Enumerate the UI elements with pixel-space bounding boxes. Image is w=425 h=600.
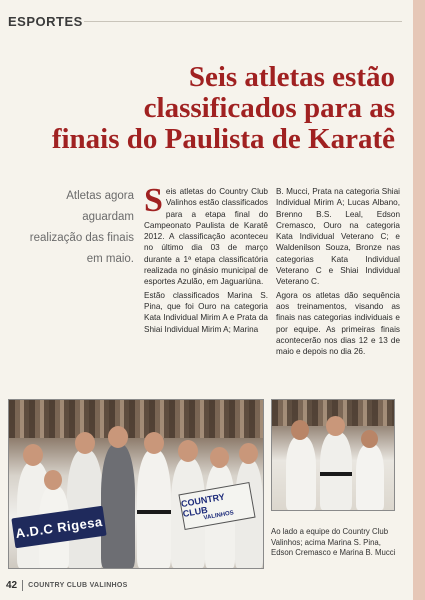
photo-figure xyxy=(320,432,352,510)
article-paragraph: B. Mucci, Prata na categoria Shiai Individual Mirim A; Lucas Albano, Brenno B.S. Leal, Edson Cremasco, Ouro na categoria Kata Individual Veterano C; e Waldenilson Souza, Bronze nas categorias Kata Individual Veterano C e Shiai Individual Veterano C. xyxy=(276,187,400,287)
headline-line: finais do Paulista de Karatê xyxy=(51,123,395,155)
subhead-line: Atletas agora xyxy=(66,190,134,202)
subhead-line: aguardam xyxy=(82,211,134,223)
magazine-name: COUNTRY CLUB VALINHOS xyxy=(28,582,128,589)
photo-belt xyxy=(320,472,352,476)
article-paragraph: Agora os atletas dão sequência aos treinamentos, visando as finais nas categorias individuais e por equipe. As primeiras finais acontecerão nos dias 12 e 13 de maio e depois no dia 26. xyxy=(276,290,400,357)
subhead-line: em maio. xyxy=(86,253,134,265)
footer-divider xyxy=(22,580,23,591)
page-edge-stripe xyxy=(413,0,425,600)
photo-figure-head xyxy=(108,426,128,448)
article-paragraph xyxy=(144,182,268,288)
photo-figure-head xyxy=(178,440,198,462)
headline-line: Seis atletas estão xyxy=(188,61,395,93)
photo-figure-head xyxy=(44,470,62,490)
photo-belt xyxy=(137,510,171,514)
headline-line: classificados para as xyxy=(143,92,395,124)
photo-figure-head xyxy=(291,420,309,440)
article-column-1 xyxy=(144,182,268,337)
photo-figure-head xyxy=(144,432,164,454)
photo-figure-head xyxy=(75,432,95,454)
photo-figure-head xyxy=(23,444,43,466)
subhead-line: realização das finais xyxy=(29,232,134,244)
photo-figure-head xyxy=(326,416,345,436)
photo-figure xyxy=(286,436,316,510)
article-paragraph: Estão classificados Marina S. Pina, que foi Ouro na categoria Kata Individual Mirim A e Prata da Shiai Individual Mirim A; Marina xyxy=(144,290,268,334)
article-column-2 xyxy=(276,186,400,359)
photo-figure xyxy=(137,450,171,568)
sign-line-1: COUNTRY CLUB xyxy=(180,491,226,519)
photo-crowd-background xyxy=(9,400,263,438)
page-footer xyxy=(6,580,128,591)
photo-figure xyxy=(101,444,135,568)
photo-caption: Ao lado a equipe do Country Club Valinhos; acima Marina S. Pina, Edson Cremasco e Marina B. Mucci xyxy=(271,527,396,557)
team-photo xyxy=(8,399,264,569)
drop-cap: S xyxy=(144,182,163,219)
section-label: ESPORTES xyxy=(8,14,83,29)
photo-figure-head xyxy=(239,443,258,464)
page-number: 42 xyxy=(6,580,18,591)
section-divider xyxy=(84,21,402,22)
sign-line-2: VALINHOS xyxy=(203,510,235,522)
photo-figure-head xyxy=(361,430,378,448)
banner-text: A.D.C Rigesa xyxy=(14,513,104,541)
medalists-photo xyxy=(271,399,395,511)
article-subhead xyxy=(6,186,134,270)
article-headline xyxy=(10,62,395,155)
photo-figure xyxy=(356,444,384,510)
paragraph-text: eis atletas do Country Club Valinhos estão classificados para a etapa final do Campeonato Paulista de Karatê 2012. A classificação aconteceu no último dia 03 de março durante a 1ª etapa classificatória realizada no ginásio municipal de esportes Azulão, em Jaguariúna. xyxy=(144,187,268,287)
photo-figure-head xyxy=(210,447,229,468)
